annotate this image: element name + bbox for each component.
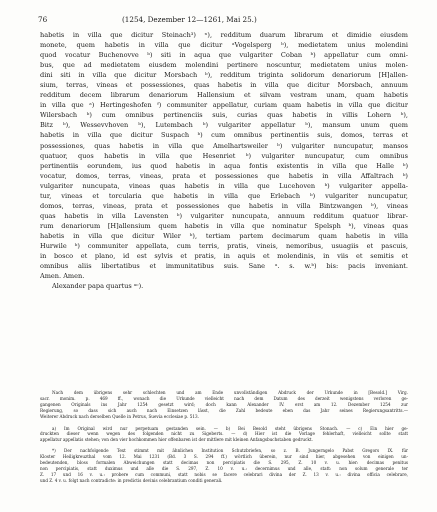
text-line: vocatur, domos, terras, vineas, prata et possessiones que habetis in villa Affaltrach ᵇ) [40, 171, 408, 180]
text-line: in villa que ᵃ) Hertingeshofen ᶠ) communiter appellatur, curiam quam habetis in villa que dicitur [40, 101, 408, 110]
text-line: tur, vineas et torcularia que habetis in villa que Erlebach ᵇ) vulgariter nuncupatur, [40, 191, 408, 200]
source-note: Regierung, so dass sich auch nach Einsetzen lässt, die Zahl bedeute eben das Jahr seines Regierungsantritts.— [40, 407, 408, 413]
source-note: gangenen Originals ins Jahr 1254 gesetzt wird; doch kann Alexander IV. erst am 12. Dezember 1254 zur [40, 401, 408, 407]
text-line: habetis in villa que dicitur Steinach³) ⁿ), redditum duarum librarum et dimidie eiusdem [40, 31, 408, 39]
text-line: habetis in villa que dicitur Suspach ᵇ) cum omnibus pertinentiis suis, domos, terras et [40, 131, 408, 140]
source-note: Weiterer Abdruck nach derselben Quelle in Petrus, Suevia ecclesiae p. 513. [40, 413, 199, 419]
text-line: in bosco et plano, id est sylvis et pratis, in aquis et molendinis, in viis et semitis et [40, 252, 408, 261]
text-line: rum denariorum [H]allensium quem habetis in villa que nominatur Spelsph ᵇ), vineas quas [40, 221, 408, 230]
source-note: Nach dem übrigens sehr schlechten und am Ende unvollständigen Abdruck der Urkunde in [Besold.] Virg. [52, 390, 408, 395]
comparison-note: bedeutenden, bloss formalen Abweichungen statt decimas non percipiatis die S. 295, Z. 10 v. u. hier: decimas penitus [40, 460, 408, 466]
textual-note: a) Im Original wird nur perpetuam gestanden sein. — b) Bei Besold steht übrigens Stonach. — c) Ein hier ge- [52, 425, 408, 431]
text-line: Bitz ᵇ), Wessevvhoven ᵇ), Lutembach ᵇ) vulgariter appellatur ᵇ), mansum unum quem [40, 121, 408, 130]
text-line: bus, que ad medietatem eiusdem molendini pertinere noscuntur, medietatem unius molen- [40, 61, 408, 70]
text-line: habetis in villa que dicitur Wiler ᵇ), tertiam partem decimarum quam habetis in villa [40, 231, 408, 240]
comparison-note: und Z. 4 v. u. folgt nach contradicte: in predictis devinis celebrantium conditi generali. [40, 477, 223, 483]
text-line: redditum decem librarum denariorum Hallensium et silvam vestram unam, quam habetis [40, 91, 408, 100]
text-line: pertinentiis eorundem, ius quod habetis in aqua fontis existentis in villa que Halle ᵇ) [40, 161, 408, 170]
text-line: Hurwile ᵇ) communiter appellata, cum terris, pratis, vineis, nemoribus, usuagiis et pascuis, [40, 241, 408, 250]
text-line: omnibus aliis libertatibus et immunitatibus suis. Sane ᵃ. s. w.ᵇ) bis: pacis inveniant. [40, 262, 408, 271]
textual-note: appellatur appellatis stehen; von den vier hochkommen hier offenbaren ist der mittlere mit kleinen Anfangsbuchstaben gedruckt. [40, 437, 313, 443]
running-title: (1254, Dezember 12—1261, Mai 25.) [122, 15, 257, 24]
textual-note: druckten dieser wenn wegen des folgenden nicht zu Sigeberts. — d) Hier ist die Vorlage fehlerhaft, vielleicht sollte statt [40, 431, 408, 437]
text-line: Wilersbach ᵇ) cum omnibus pertinenciis suis, curias quas habetis in villis Lohern ᵇ), [40, 111, 408, 120]
source-note: sacr. monim. p. 469 ff., wonach die Urkunde vielleicht nach dem Datum des derzeit wenigstens verloren ge- [40, 395, 408, 401]
text-line: quatuor, quos habetis in villa que Hesenriet ᵇ) vulgariter nuncupatur, cum omnibus [40, 151, 408, 160]
charter-text [40, 30, 408, 291]
page-number: 76 [38, 15, 48, 24]
papal-signature: Alexander papa quartus ᵃᶜ). [52, 282, 144, 291]
text-line: possessiones, quas habetis in villa que Amelhartsweiler ᵇ) vulgariter nuncupatur, mansos [40, 141, 408, 150]
text-line: sium, terras, vineas et possessiones, quas habetis in villa que dicitur Morsbach, annuum [40, 81, 408, 90]
page-header [38, 15, 398, 27]
text-line: Amen. Amen. [40, 272, 85, 281]
comparison-note: Z. 17 und 16 v. u.: probere cum communi, statt nobis se facere celebrari divina der Z. 13 v. u.: divina officia celebrare, [40, 471, 408, 477]
text-line: vulgariter nuncupata, vineas quas habetis in villa que Lucehoven ᵇ) vulgariter appella- [40, 181, 408, 190]
text-line: dini siti in villa que dicitur Morsbach ᵇ), redditum triginta solidorum denariorum [H]allen- [40, 71, 408, 80]
text-line: domos, terras, vineas, prata et possessiones que habetis in villa Bintzwangen ᵇ), vineas [40, 201, 408, 210]
text-line: quas habetis in villa Lavensten ᵇ) vulgariter nuncupata, annuum redditum quatuor librar- [40, 211, 408, 220]
text-line: quod vocatur Buchenovve ᵇ) siti in aqua que vulgariter Coban ᵇ) appellatur cum omni- [40, 51, 408, 60]
text-line: monete, quem habetis in villa que dicitur ᵃVogelsperg ᵇ), medietatem unius molendini [40, 41, 408, 50]
comparison-note: non percipiatis, statt duximus und alle die S. 297, Z. 10 v. u.: decernimus und alle, statt: non solum generale ter [40, 465, 408, 471]
footnotes [40, 390, 408, 484]
comparison-note: *) Der nachfolgende Text stimmt mit ähnlichen Institution Schutzbriefen, so z. B. Jungerngelo Pabst Gregors IX. für [52, 448, 408, 454]
comparison-note: Kloster Heiligkreuzthal vom 12. Mai 1231 (Bd. 3 S. 294 ff.) wörtlich überein, nur sind hier, abgesehen von einigen un- [40, 454, 408, 460]
